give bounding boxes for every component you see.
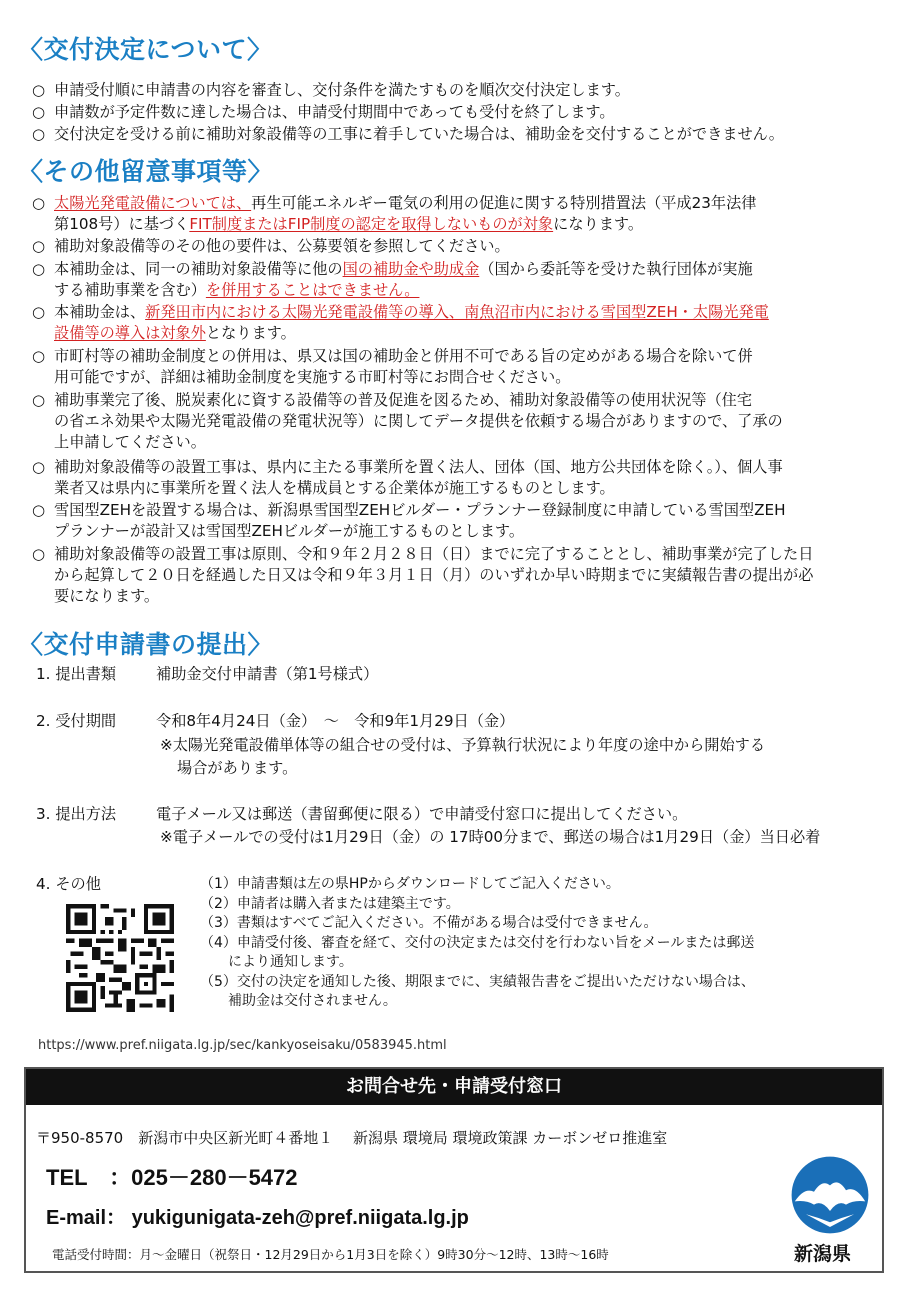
list-item: ○ 申請数が予定件数に達した場合は、申請受付期間中であっても受付を終了します。 (32, 103, 615, 121)
item-label: 2. 受付期間 (36, 712, 117, 730)
highlight-text: 国の補助金や助成金 (342, 260, 480, 278)
list-item: ○ 補助対象設備等の設置工事は、県内に主たる事業所を置く法人、団体（国、地方公共団体を除く。）、個人事 業者又は県内に事業所を置く法人を構成員とする企業体が施工するものとします。 (32, 458, 783, 497)
list-item: ○ 交付決定を受ける前に補助対象設備等の工事に着手していた場合は、補助金を交付することができません。 (32, 125, 784, 143)
contact-header: お問合せ先・申請受付窓口 (26, 1069, 882, 1105)
highlight-text: 設備等の導入は対象外 (54, 324, 206, 342)
list-item: ○ 補助対象設備等の設置工事は原則、令和９年２月２８日（日）までに完了することとし、補助事業が完了した日 から起算して２０日を経過した日又は令和９年３月１日（月）のいずれか早い時期までに実績報告書の提出が必 要になります。 (32, 545, 814, 605)
circle-bullet-icon: ○ (32, 81, 46, 99)
circle-bullet-icon: ○ (32, 194, 46, 212)
highlight-text: FIT制度またはFIP制度の認定を取得しないものが対象 (189, 215, 554, 233)
circle-bullet-icon: ○ (32, 103, 46, 121)
list-item: ○ 市町村等の補助金制度との併用は、県又は国の補助金と併用不可である旨の定めがある場合を除いて併 用可能ですが、詳細は補助金制度を実施する市町村等にお問合せください。 (32, 347, 753, 386)
circle-bullet-icon: ○ (32, 391, 46, 409)
item-label: 3. 提出方法 (36, 805, 117, 823)
section-title-submission: 〈交付申請書の提出〉 (18, 630, 274, 659)
circle-bullet-icon: ○ (32, 260, 46, 278)
item-note: ※電子メールでの受付は1月29日（金）の 17時00分まで、郵送の場合は1月29日（金）当日必着 (160, 828, 821, 846)
circle-bullet-icon: ○ (32, 501, 46, 519)
circle-bullet-icon: ○ (32, 458, 46, 476)
circle-bullet-icon: ○ (32, 237, 46, 255)
circle-bullet-icon: ○ (32, 125, 46, 143)
list-item: ○ 本補助金は、同一の補助対象設備等に他の国の補助金や助成金（国から委託等を受けた執行団体が実施 する補助事業を含む）を併用することはできません。 (32, 260, 753, 299)
niigata-prefecture-logo-icon (790, 1155, 870, 1235)
circle-bullet-icon: ○ (32, 545, 46, 563)
contact-tel[interactable]: TEL ：025－280－5472 (46, 1165, 298, 1190)
list-item: ○ 補助対象設備等のその他の要件は、公募要領を参照してください。 (32, 237, 510, 255)
contact-box (24, 1067, 884, 1273)
qr-code-icon[interactable] (66, 904, 174, 1012)
item-value: 補助金交付申請書（第1号様式） (156, 665, 379, 683)
list-item: ○ 補助事業完了後、脱炭素化に資する設備等の普及促進を図るため、補助対象設備等の使用状況等（住宅 の省エネ効果や太陽光発電設備の発電状況等）に関してデータ提供を依頼する場合がありますので、了承の 上申請してください。 (32, 391, 783, 451)
list-item: ○ 雪国型ZEHを設置する場合は、新潟県雪国型ZEHビルダー・プランナー登録制度に申請している雪国型ZEH プランナーが設計又は雪国型ZEHビルダーが施工するものとします。 (32, 501, 786, 540)
list-item: ○ 太陽光発電設備については、再生可能エネルギー電気の利用の促進に関する特別措置法（平成23年法律 第108号）に基づくFIT制度またはFIP制度の認定を取得しないものが対象になります。 (32, 194, 757, 233)
item-label: 4. その他 (36, 875, 101, 893)
prefecture-name: 新潟県 (794, 1243, 852, 1265)
item-note: ※太陽光発電設備単体等の組合せの受付は、予算執行状況により年度の途中から開始する (160, 736, 766, 754)
highlight-text: を併用することはできません。 (205, 281, 420, 299)
other-notes: （1）申請書類は左の県HPからダウンロードしてご記入ください。 （2）申請者は購入者または建築主です。 （3）書類はすべてご記入ください。不備がある場合は受付できません。 （4）申請受付後、審査を経て、交付の決定または交付を行わない旨をメールまたは郵送 により通知します。 （5）交付の決定を通知した後、期限までに、実績報告書をご提出いただけない場合は、 補助金は交付されません。 (200, 876, 755, 1009)
highlight-text: 新発田市内における太陽光発電設備等の導入、南魚沼市内における雪国型ZEH・太陽光発電 (145, 303, 769, 321)
item-label: 1. 提出書類 (36, 665, 117, 683)
section-title-other-notes: 〈その他留意事項等〉 (18, 157, 274, 186)
item-value: 令和8年4月24日（金） ～ 令和9年1月29日（金） (156, 712, 515, 730)
circle-bullet-icon: ○ (32, 347, 46, 365)
contact-email[interactable]: E-mail： yukigunigata-zeh@pref.niigata.lg.jp (46, 1207, 469, 1229)
highlight-text: 太陽光発電設備については、 (54, 194, 252, 212)
list-item: ○ 申請受付順に申請書の内容を審査し、交付条件を満たすものを順次交付決定します。 (32, 81, 630, 99)
contact-hours: 電話受付時間：月～金曜日（祝祭日・12月29日から1月3日を除く）9時30分～12時、13時～16時 (52, 1247, 609, 1262)
list-item: ○ 本補助金は、新発田市内における太陽光発電設備等の導入、南魚沼市内における雪国型ZEH・太陽光発電 設備等の導入は対象外となります。 (32, 303, 769, 342)
circle-bullet-icon: ○ (32, 303, 46, 321)
item-note: 場合があります。 (177, 759, 298, 777)
section-title-grant-decision: 〈交付決定について〉 (18, 35, 273, 64)
item-value: 電子メール又は郵送（書留郵便に限る）で申請受付窓口に提出してください。 (156, 805, 688, 823)
contact-address: 〒950-8570 新潟市中央区新光町４番地１ 新潟県 環境局 環境政策課 カーボンゼロ推進室 (36, 1129, 668, 1147)
prefecture-hp-url[interactable]: https://www.pref.niigata.lg.jp/sec/kankyoseisaku/0583945.html (38, 1038, 447, 1053)
